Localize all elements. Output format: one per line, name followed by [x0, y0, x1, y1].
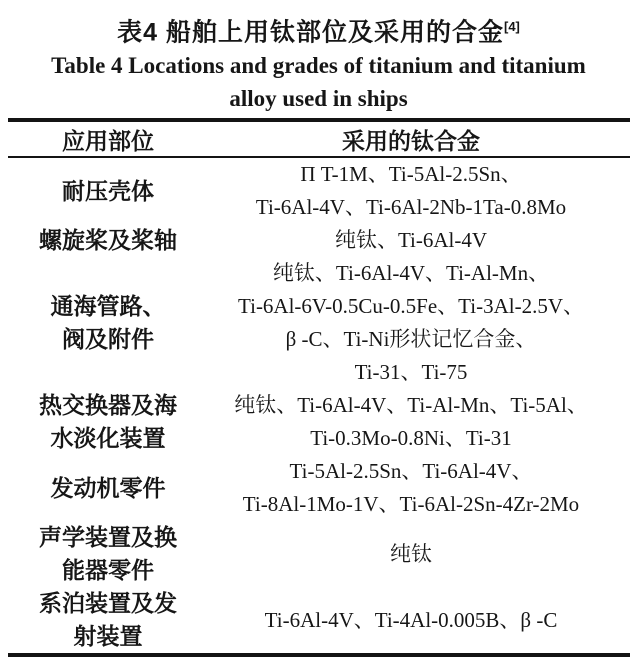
- table-row: [8, 257, 630, 389]
- alloys-cell: [208, 389, 630, 455]
- alloy-line: Ti-6Al-4V、Ti-6Al-2Nb-1Ta-0.8Mo: [255, 195, 567, 220]
- location-cell: [8, 389, 208, 455]
- location-line: 耐压壳体: [62, 177, 154, 204]
- location-cell: [8, 521, 208, 587]
- table-row: [8, 455, 630, 521]
- table-titles: [0, 0, 637, 115]
- alloys-cell: [208, 604, 630, 637]
- alloys-cell: [208, 158, 630, 224]
- location-line: 发动机零件: [50, 474, 166, 501]
- alloy-line: β -C、Ti-Ni形状记忆合金、: [285, 327, 537, 352]
- table-row: [8, 521, 630, 587]
- table-row: [8, 587, 630, 653]
- alloy-line: 纯钛: [390, 541, 432, 566]
- location-line: 系泊装置及发: [39, 590, 177, 617]
- table-title-english-line1: Table 4 Locations and grades of titanium and titanium: [51, 53, 586, 79]
- location-cell: [8, 290, 208, 356]
- alloy-line: 纯钛、Ti-6Al-4V、Ti-Al-Mn、Ti-5Al、: [234, 393, 588, 418]
- alloy-line: Π T-1M、Ti-5Al-2.5Sn、: [300, 162, 522, 187]
- alloy-line: Ti-5Al-2.5Sn、Ti-6Al-4V、: [289, 459, 533, 484]
- location-cell: [8, 175, 208, 208]
- alloys-cell: [208, 257, 630, 389]
- location-line: 螺旋桨及桨轴: [39, 227, 177, 254]
- location-line: 阀及附件: [62, 326, 154, 353]
- table-row: [8, 158, 630, 224]
- alloy-line: Ti-31、Ti-75: [354, 360, 468, 385]
- location-line: 热交换器及海: [39, 392, 177, 419]
- location-cell: [8, 472, 208, 505]
- table-title-chinese-text: 表4 船舶上用钛部位及采用的合金: [117, 18, 504, 47]
- table-row: [8, 224, 630, 257]
- location-line: 通海管路、: [50, 293, 166, 320]
- titanium-alloy-table: [8, 118, 630, 657]
- alloys-cell: [208, 455, 630, 521]
- citation-superscript: [4]: [503, 19, 520, 34]
- alloy-line: 纯钛、Ti-6Al-4V、Ti-Al-Mn、: [272, 261, 550, 286]
- table-title-chinese: [0, 10, 637, 49]
- location-line: 射装置: [73, 623, 143, 650]
- location-cell: [8, 224, 208, 257]
- alloy-line: Ti-6Al-4V、Ti-4Al-0.005B、β -C: [264, 607, 558, 632]
- alloy-line: Ti-6Al-6V-0.5Cu-0.5Fe、Ti-3Al-2.5V、: [238, 294, 584, 319]
- location-line: 水淡化装置: [50, 425, 166, 452]
- alloys-cell: [208, 224, 630, 257]
- table-title-english-line2: alloy used in ships: [229, 86, 408, 112]
- alloy-line: Ti-8Al-1Mo-1V、Ti-6Al-2Sn-4Zr-2Mo: [242, 492, 580, 517]
- header-alloys: 采用的钛合金: [342, 127, 480, 154]
- location-cell: [8, 587, 208, 653]
- location-line: 能器零件: [62, 557, 154, 584]
- location-line: 声学装置及换: [39, 524, 177, 551]
- table-row: [8, 389, 630, 455]
- header-location: 应用部位: [62, 127, 154, 154]
- alloy-line: Ti-0.3Mo-0.8Ni、Ti-31: [310, 426, 512, 451]
- alloys-cell: [208, 538, 630, 571]
- alloy-line: 纯钛、Ti-6Al-4V: [334, 228, 488, 253]
- table-header-row: [8, 122, 630, 158]
